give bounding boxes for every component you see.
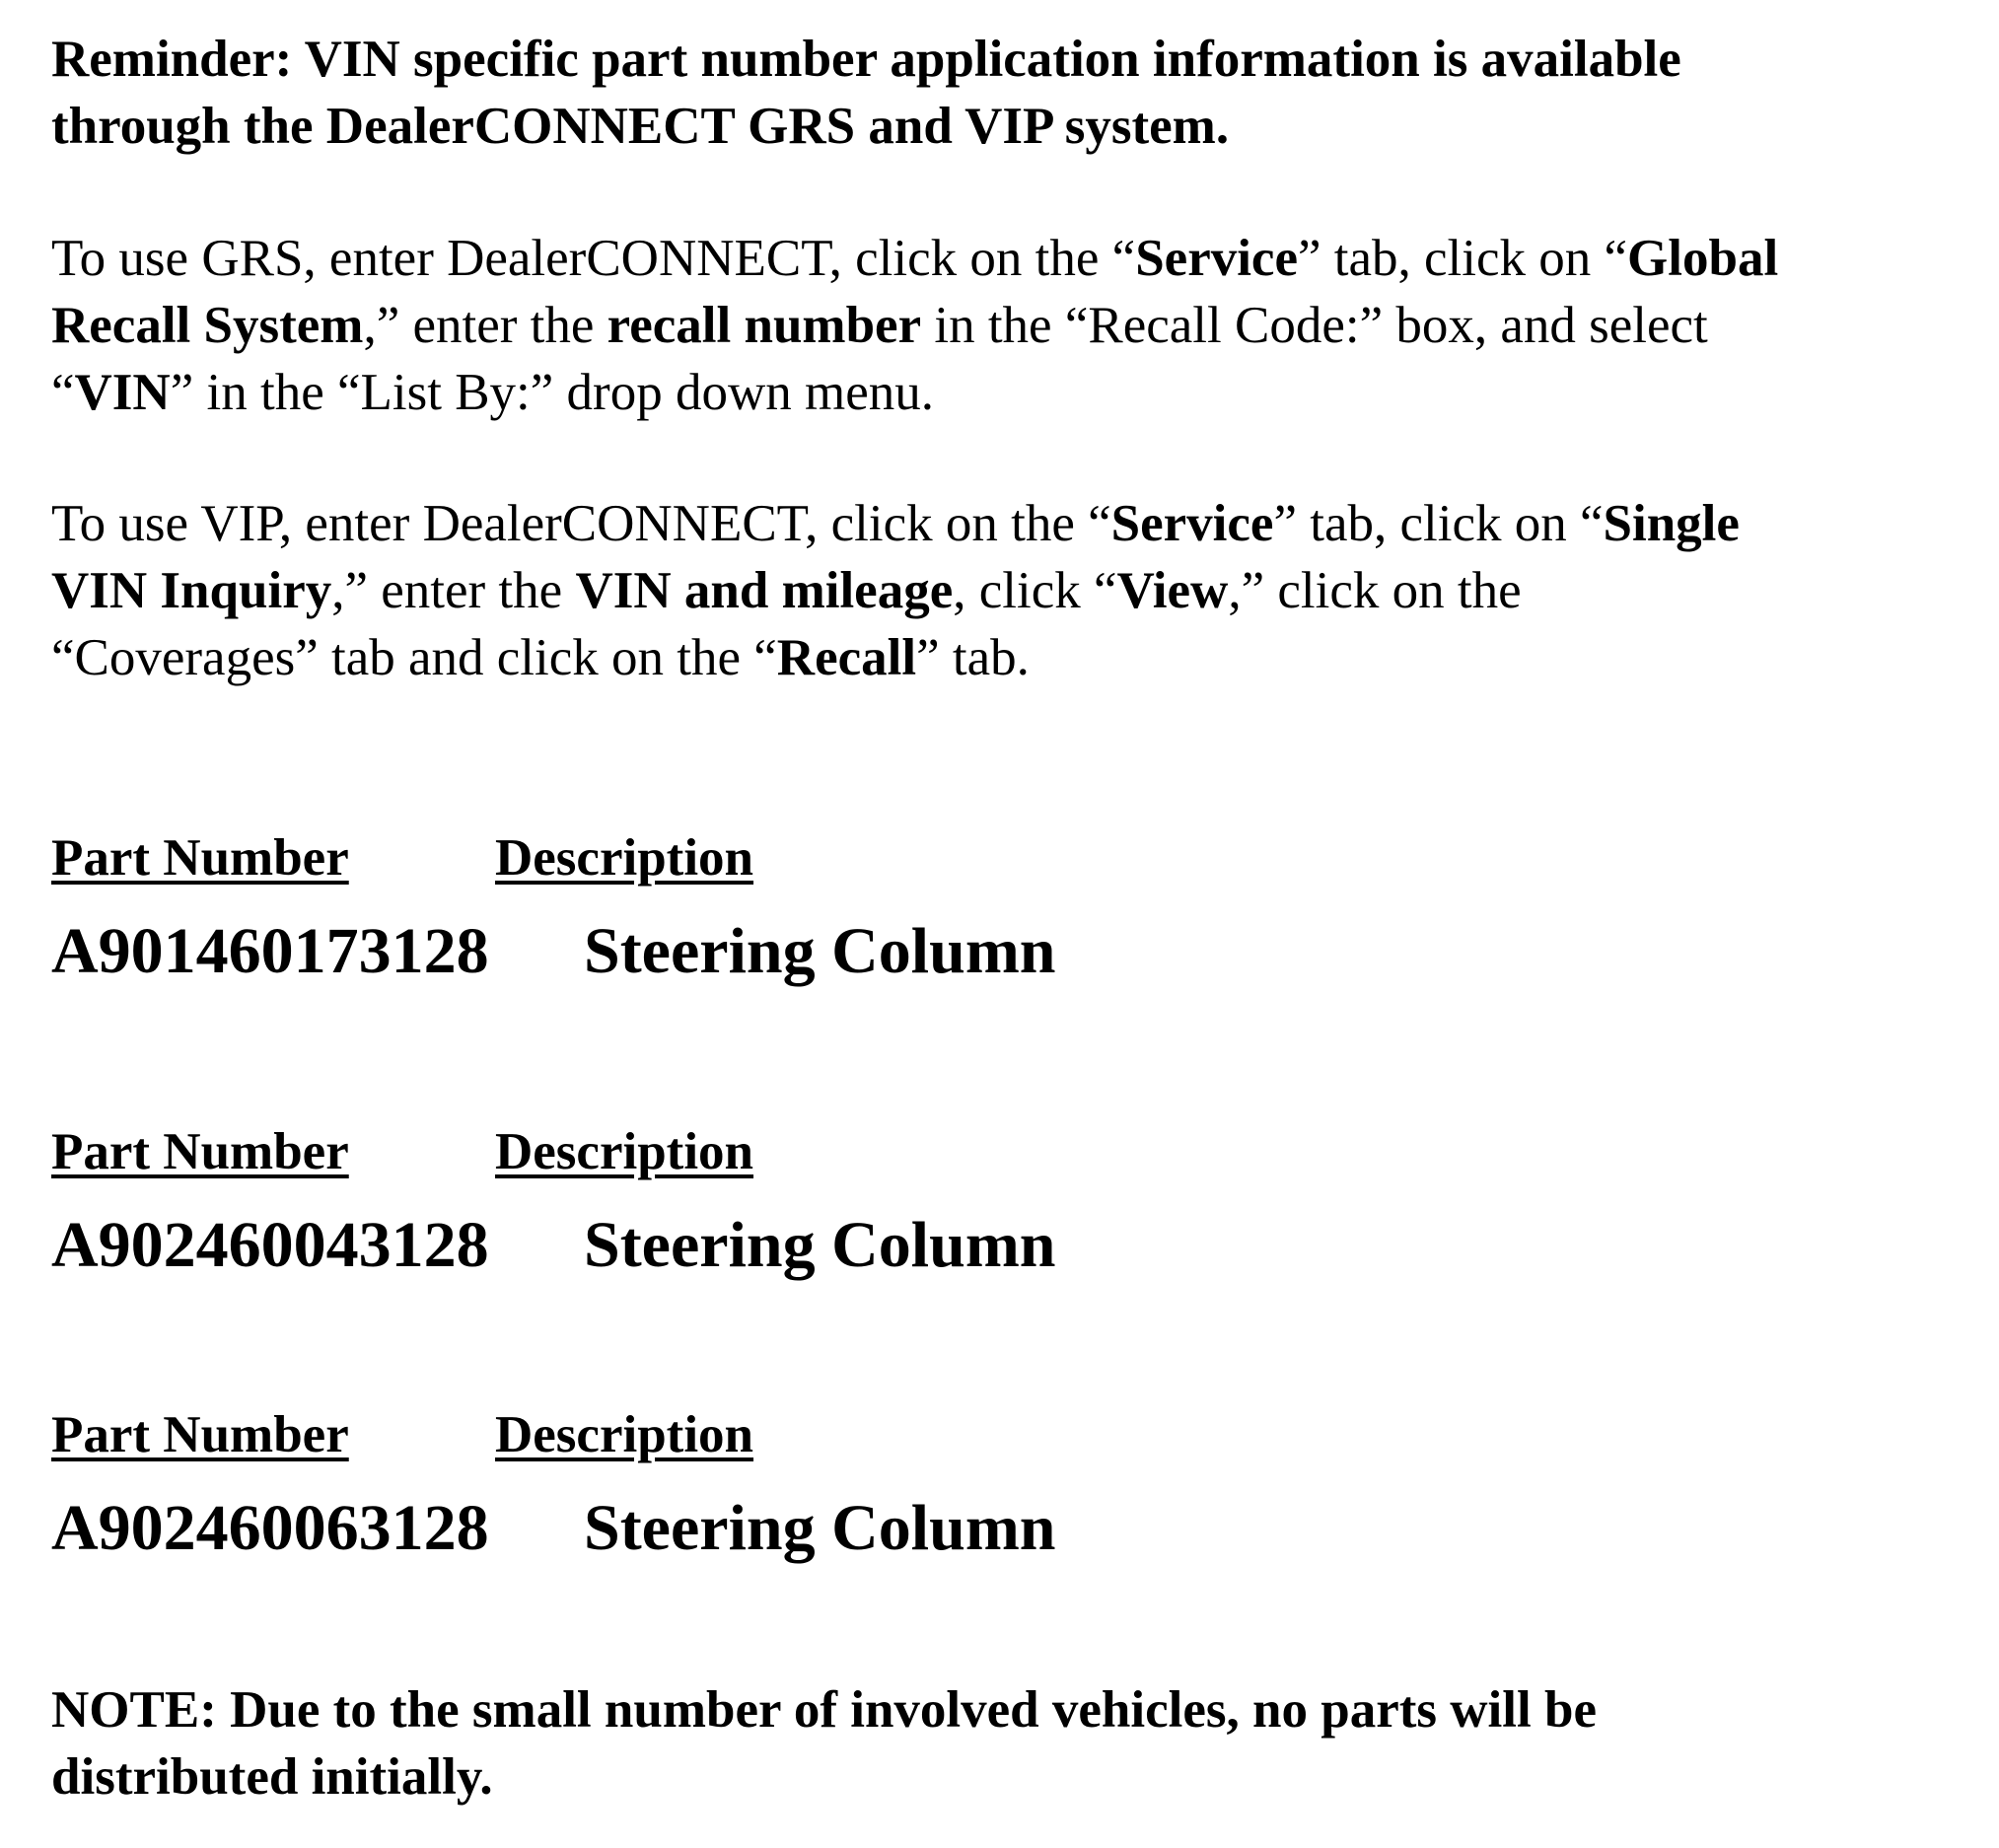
part-table-header — [51, 1400, 1037, 1469]
part-entry — [51, 823, 1432, 1021]
vip-line-2 — [51, 557, 1984, 624]
vip-instructions-paragraph — [51, 490, 1984, 691]
grs-text: To use GRS, enter DealerCONNECT, click on the “ — [51, 230, 1136, 287]
grs-text: “ — [51, 364, 75, 421]
vip-view-term: View — [1116, 562, 1229, 619]
grs-instructions-paragraph — [51, 225, 1984, 426]
vip-text: To use VIP, enter DealerCONNECT, click on the “ — [51, 495, 1111, 552]
vip-text: ,” click on the — [1228, 562, 1522, 619]
grs-text: ” tab, click on “ — [1297, 230, 1628, 287]
grs-global-term: Global — [1627, 230, 1779, 287]
part-description-value: Steering Column — [584, 1492, 1056, 1564]
grs-service-term: Service — [1135, 230, 1298, 287]
grs-line-3 — [51, 359, 1984, 426]
grs-line-1 — [51, 225, 1984, 292]
vip-recall-term: Recall — [776, 629, 917, 686]
vip-vin-mileage-term: VIN and mileage — [575, 562, 954, 619]
part-number-value: A902460043128 — [51, 1209, 489, 1281]
note-line-1: NOTE: Due to the small number of involved vehicles, no parts will be — [51, 1681, 1597, 1739]
grs-text: ” in the “List By:” drop down menu. — [170, 364, 934, 421]
vip-vin-inquiry-term: VIN Inquiry — [51, 562, 332, 619]
vip-line-3 — [51, 624, 1984, 691]
part-number-value: A902460063128 — [51, 1492, 489, 1564]
vip-text: ” tab. — [916, 629, 1030, 686]
grs-text: in the “Recall Code:” box, and select — [921, 297, 1708, 354]
part-table-header — [51, 1117, 1037, 1186]
grs-recall-system-term: Recall System — [51, 297, 364, 354]
reminder-line-2: through the DealerCONNECT GRS and VIP system. — [51, 98, 1230, 155]
vip-text: , click “ — [953, 562, 1117, 619]
part-row — [51, 907, 1432, 996]
reminder-paragraph — [51, 26, 1984, 160]
description-header: Description — [495, 829, 754, 887]
part-entry — [51, 1117, 1432, 1315]
part-number-header: Part Number — [51, 1406, 349, 1463]
part-table-header — [51, 823, 1037, 892]
part-description-value: Steering Column — [584, 1209, 1056, 1281]
reminder-line-1: Reminder: VIN specific part number application information is available — [51, 31, 1681, 88]
vip-text: “Coverages” tab and click on the “ — [51, 629, 777, 686]
vip-text: ” tab, click on “ — [1273, 495, 1604, 552]
part-number-header: Part Number — [51, 1123, 349, 1180]
part-description-value: Steering Column — [584, 915, 1056, 987]
vip-text: ,” enter the — [331, 562, 576, 619]
grs-recall-number-term: recall number — [607, 297, 922, 354]
grs-text: ,” enter the — [363, 297, 607, 354]
vip-single-term: Single — [1603, 495, 1740, 552]
description-header: Description — [495, 1123, 754, 1180]
grs-vin-term: VIN — [74, 364, 171, 421]
part-row — [51, 1484, 1432, 1573]
part-row — [51, 1201, 1432, 1290]
note-paragraph — [51, 1676, 1984, 1811]
note-line-2: distributed initially. — [51, 1748, 493, 1806]
part-number-header: Part Number — [51, 829, 349, 887]
description-header: Description — [495, 1406, 754, 1463]
document-page — [51, 0, 1984, 1848]
part-entry — [51, 1400, 1432, 1598]
vip-service-term: Service — [1110, 495, 1274, 552]
part-number-value: A901460173128 — [51, 915, 489, 987]
vip-line-1 — [51, 490, 1984, 557]
grs-line-2 — [51, 292, 1984, 359]
